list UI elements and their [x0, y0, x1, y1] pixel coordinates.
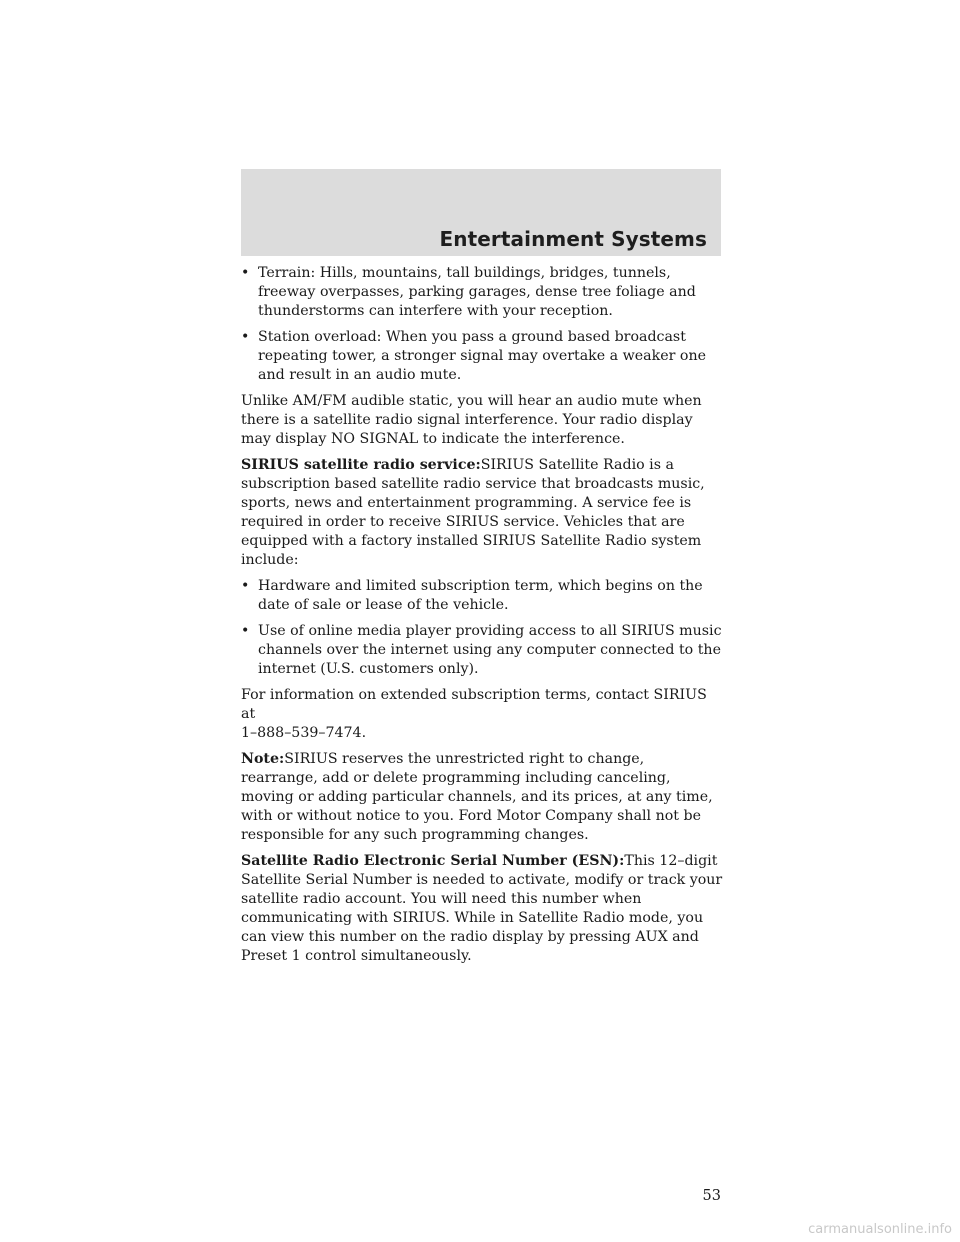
bullet-text: Use of online media player providing access to all SIRIUS music channels over the internet using any computer connected to the internet (U.S. customers only).: [258, 623, 722, 677]
bullet-text: Terrain: Hills, mountains, tall buildings, bridges, tunnels, freeway overpasses, parking garages, dense tree foliage and thunderstorms can interfere with your reception.: [258, 265, 696, 319]
bullet-item-hardware: [241, 577, 723, 615]
section-header-band: [241, 169, 721, 256]
note-text: SIRIUS reserves the unrestricted right to change, rearrange, add or delete programming including canceling, moving or adding particular channels, and its prices, at any time, with or without notice to you. Ford Motor Company shall not be responsible for any such programming changes.: [241, 751, 713, 843]
sirius-service-text: SIRIUS Satellite Radio is a subscription based satellite radio service that broadcasts music, sports, news and entertainment programming. A service fee is required in order to receive SIRIUS service. Vehicles that are equipped with a factory installed SIRIUS Satellite Radio system include:: [241, 457, 705, 568]
bullet-item-station-overload: [241, 328, 723, 385]
bullet-item-online-player: [241, 622, 723, 679]
paragraph-contact-sirius: [241, 686, 723, 743]
paragraph-note: [241, 750, 723, 845]
paragraph-esn: [241, 852, 723, 966]
note-heading: Note:: [241, 751, 285, 767]
paragraph-sirius-service: [241, 456, 723, 570]
page-body: [241, 264, 723, 973]
contact-phone: 1–888–539–7474.: [241, 725, 367, 741]
paragraph-audio-mute: Unlike AM/FM audible static, you will hear an audio mute when there is a satellite radio signal interference. Your radio display may display NO SIGNAL to indicate the interference.: [241, 393, 702, 447]
section-title: Entertainment Systems: [439, 227, 707, 251]
sirius-service-heading: SIRIUS satellite radio service:: [241, 457, 481, 473]
esn-heading: Satellite Radio Electronic Serial Number (ESN):: [241, 853, 625, 869]
bullet-icon: •: [241, 578, 250, 594]
page-number: 53: [702, 1188, 721, 1204]
bullet-item-terrain: [241, 264, 723, 321]
contact-text: For information on extended subscription terms, contact SIRIUS at: [241, 687, 707, 722]
bullet-text: Station overload: When you pass a ground based broadcast repeating tower, a stronger signal may overtake a weaker one and result in an audio mute.: [258, 329, 706, 383]
watermark: carmanualsonline.info: [808, 1222, 952, 1237]
esn-text: This 12–digit Satellite Serial Number is needed to activate, modify or track your satellite radio account. You will need this number when communicating with SIRIUS. While in Satellite Radio mode, you can view this number on the radio display by pressing AUX and Preset 1 control simultaneously.: [241, 853, 723, 964]
bullet-icon: •: [241, 265, 250, 281]
bullet-icon: •: [241, 623, 250, 639]
bullet-icon: •: [241, 329, 250, 345]
bullet-text: Hardware and limited subscription term, which begins on the date of sale or lease of the vehicle.: [258, 578, 703, 613]
